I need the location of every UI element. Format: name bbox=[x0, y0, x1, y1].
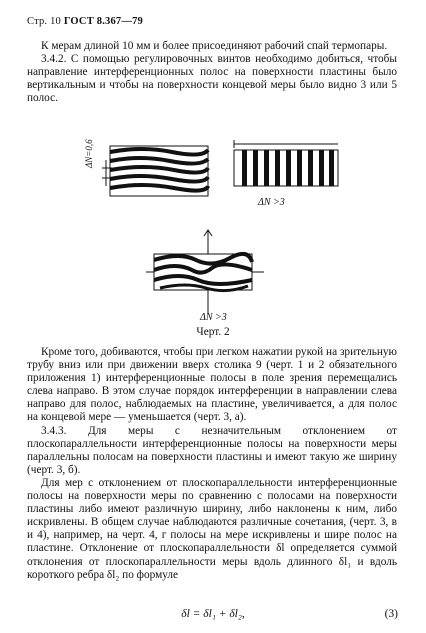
standard-number: ГОСТ 8.367—79 bbox=[63, 16, 143, 27]
label-delta-n-right: ΔN >3 bbox=[258, 197, 285, 208]
formula-number: (3) bbox=[384, 608, 398, 620]
label-delta-n-bottom: ΔN >3 bbox=[200, 312, 227, 323]
paragraph: 3.4.2. С помощью регулировочных винтов необходимо добиться, чтобы направление интерференционных полос на поверхности пластины было вертикальным и чтобы на поверхности концевой меры было видно 3 или 5 полос. bbox=[27, 53, 397, 105]
paragraph: Для мер с отклонением от плоскопараллельности интерференционные полосы на поверхности меры по сравнению с полосами на поверхности пластины либо имеют различную ширину, либо наклонены к ним, либо искривлены. В общем случае наблюдаются различные сочетания, (черт. 3, в и 4), например, на черт. 4, г полосы на мере искривлены и шире полос на пластине. Отклонение от плоскопараллельности δl определяется суммой отклонения от плоскопараллельности меры вдоль длинного δl₁ и вдоль короткого ребра δl₂ по формуле bbox=[27, 476, 397, 581]
figure-caption: Черт. 2 bbox=[196, 326, 230, 338]
paragraph: К мерам длиной 10 мм и более присоединяют рабочий спай термопары. bbox=[41, 40, 388, 52]
paragraph: Кроме того, добиваются, чтобы при легком нажатии рукой на зрительную трубу вниз или при движении вверх столика 9 (черт. 1 и 2 обязательного приложения 1) интерференционные полосы в поле зрения перемещались слева направо. В этом случае порядок интерференции в направлении слева направо для полос, наблюдаемых на пластине, увеличивается, а для полос на концевой мере — уменьшается (черт. 3, а). bbox=[27, 346, 397, 424]
label-delta-n-left: ΔN=0,6 bbox=[84, 139, 94, 168]
page-number: Стр. 10 bbox=[27, 16, 61, 27]
page-header bbox=[27, 16, 143, 27]
paragraph: 3.4.3. Для меры с незначительным отклонением от плоскопараллельности интерференционные полосы на поверхности меры параллельны полосам на поверхности пластины и имеют такую же ширину (черт. 3, б). bbox=[27, 424, 397, 476]
formula: δl = δl₁ + δl₂, bbox=[181, 608, 245, 620]
fringe-figure-left bbox=[82, 140, 222, 225]
fringe-figure-bottom bbox=[140, 228, 270, 318]
fringe-figure-right bbox=[228, 138, 348, 198]
intro-text bbox=[27, 40, 397, 105]
main-text bbox=[27, 346, 397, 582]
